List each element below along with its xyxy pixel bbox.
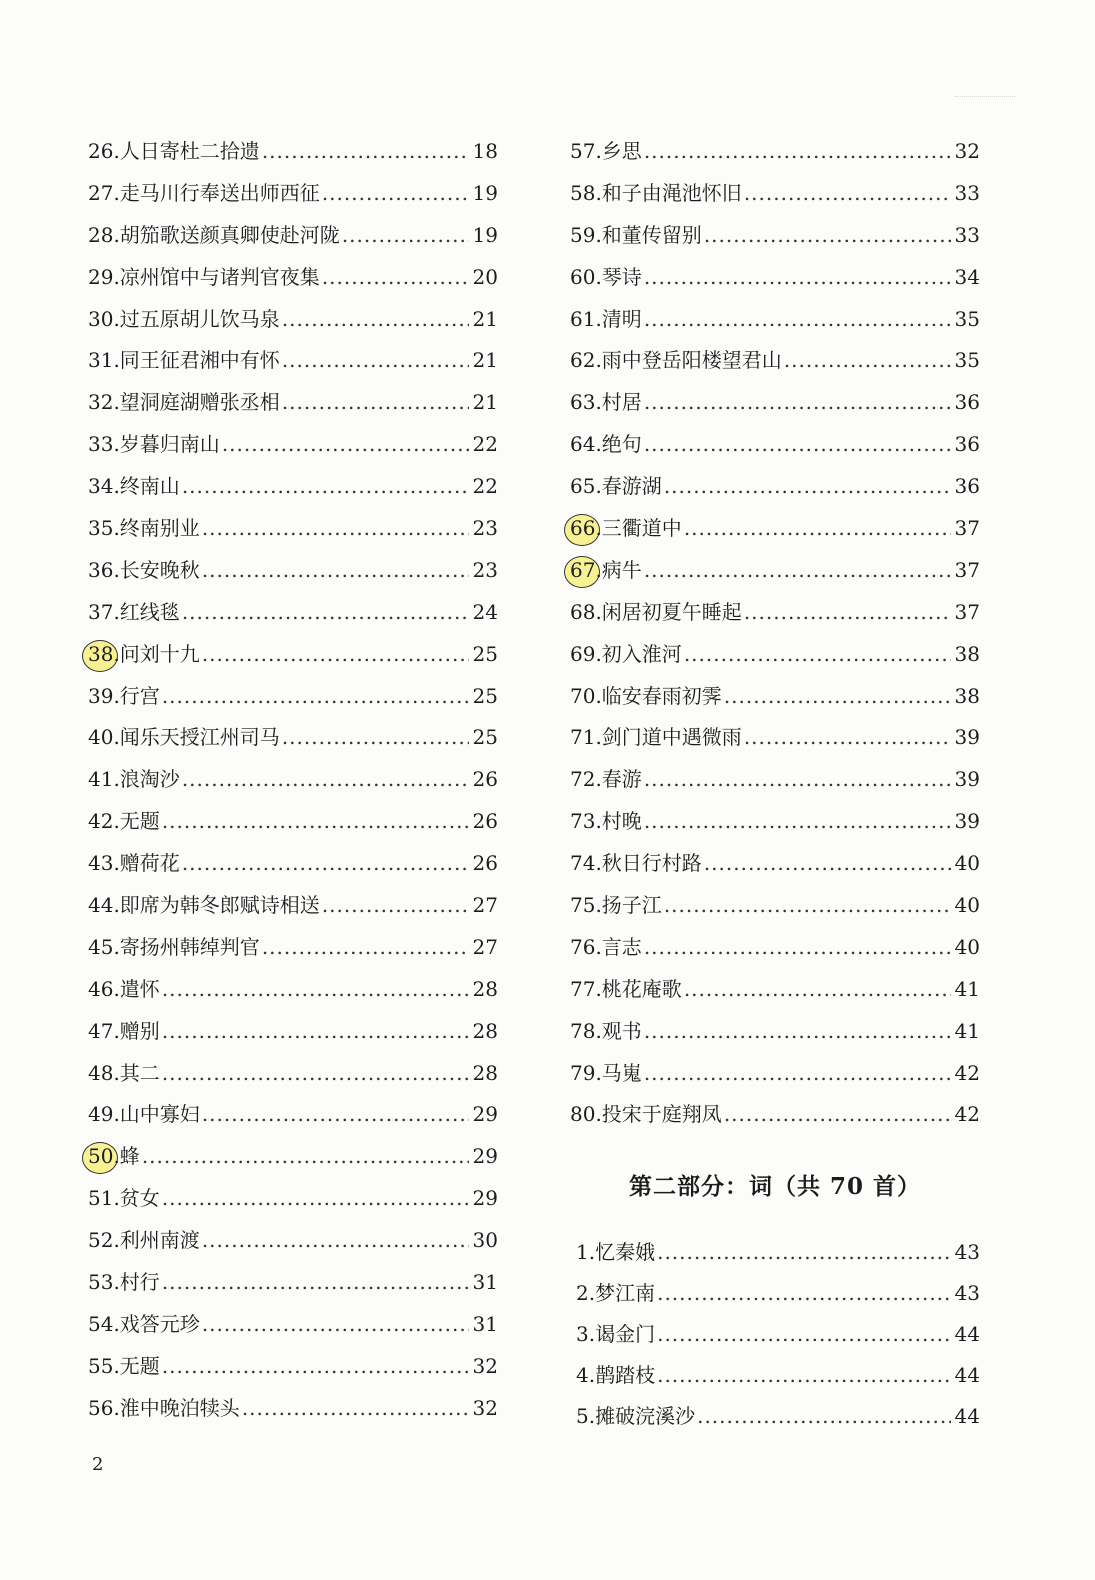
toc-entry-page: 32 — [472, 1395, 498, 1420]
dot-leader — [697, 1396, 950, 1437]
toc-entry — [570, 885, 980, 927]
page-number: 2 — [92, 1454, 104, 1475]
dot-leader — [202, 1220, 469, 1262]
dot-leader — [162, 1262, 469, 1304]
toc-entry-title: 63.村居 — [570, 390, 642, 415]
toc-entry-title: 46.遣怀 — [88, 976, 160, 1001]
toc-entry — [88, 1053, 498, 1095]
dot-leader — [202, 1094, 469, 1136]
toc-entry — [88, 131, 498, 173]
toc-entry — [88, 1178, 498, 1220]
dot-leader — [644, 424, 951, 466]
dot-leader — [262, 927, 469, 969]
dot-leader — [202, 1304, 469, 1346]
toc-entry-page: 32 — [472, 1353, 498, 1378]
toc-entry-title: 76.言志 — [570, 934, 642, 959]
dot-leader — [644, 759, 951, 801]
toc-entry-page: 26 — [472, 767, 498, 792]
toc-entry — [88, 969, 498, 1011]
toc-entry-title: 77.桃花庵歌 — [570, 976, 682, 1001]
dot-leader — [202, 550, 469, 592]
toc-entry-title: 69.初入淮河 — [570, 641, 682, 666]
toc-entry — [88, 257, 498, 299]
toc-entry — [570, 508, 980, 550]
toc-entry — [570, 257, 980, 299]
toc-entry — [570, 801, 980, 843]
dot-leader — [182, 466, 469, 508]
dot-leader — [202, 508, 469, 550]
toc-entry — [570, 1232, 980, 1273]
toc-entry — [88, 801, 498, 843]
toc-entry — [88, 1011, 498, 1053]
toc-entry — [570, 131, 980, 173]
toc-entry-title: 2.梦江南 — [576, 1281, 656, 1306]
toc-entry — [88, 1094, 498, 1136]
dot-leader — [704, 843, 951, 885]
toc-entry-title: 41.浪淘沙 — [88, 767, 180, 792]
toc-entry-page: 26 — [472, 851, 498, 876]
toc-entry — [570, 969, 980, 1011]
toc-entry-title: 67.病牛 — [570, 557, 642, 582]
toc-entry-title: 34.终南山 — [88, 474, 180, 499]
toc-entry-title: 55.无题 — [88, 1353, 160, 1378]
dot-leader — [744, 717, 951, 759]
toc-entry — [570, 634, 980, 676]
dot-leader — [162, 969, 469, 1011]
toc-entry-page: 44 — [954, 1403, 980, 1428]
toc-entry — [88, 508, 498, 550]
toc-entry-title: 74.秋日行村路 — [570, 851, 702, 876]
toc-entry-page: 38 — [954, 641, 980, 666]
toc-entry-page: 26 — [472, 809, 498, 834]
toc-entry — [88, 340, 498, 382]
toc-entry-title: 58.和子由渑池怀旧 — [570, 180, 742, 205]
toc-entry-title: 78.观书 — [570, 1018, 642, 1043]
toc-entry — [570, 717, 980, 759]
toc-left-column — [88, 131, 498, 1430]
toc-entry — [88, 676, 498, 718]
toc-entry — [88, 299, 498, 341]
dot-leader — [724, 1094, 951, 1136]
dot-leader — [182, 843, 469, 885]
toc-entry — [88, 634, 498, 676]
toc-entry — [570, 215, 980, 257]
toc-entry-title: 36.长安晚秋 — [88, 557, 200, 582]
toc-entry-page: 43 — [954, 1281, 980, 1306]
toc-entry-page: 34 — [954, 264, 980, 289]
toc-entry-page: 42 — [954, 1060, 980, 1085]
toc-entry-page: 35 — [954, 306, 980, 331]
toc-entry — [88, 1388, 498, 1430]
toc-entry — [88, 1304, 498, 1346]
toc-entry-page: 27 — [472, 893, 498, 918]
dot-leader — [162, 1053, 469, 1095]
toc-entry — [570, 550, 980, 592]
toc-entry — [570, 340, 980, 382]
toc-entry-page: 41 — [954, 976, 980, 1001]
toc-right-column — [570, 131, 980, 1436]
toc-entry — [88, 466, 498, 508]
toc-entry-page: 37 — [954, 557, 980, 582]
toc-entry — [88, 173, 498, 215]
dot-leader — [142, 1136, 469, 1178]
toc-entry — [570, 299, 980, 341]
toc-entry-page: 30 — [472, 1228, 498, 1253]
toc-entry-page: 23 — [472, 557, 498, 582]
toc-part2-entries — [570, 1232, 980, 1436]
toc-entry — [88, 550, 498, 592]
toc-entry-title: 71.剑门道中遇微雨 — [570, 725, 742, 750]
toc-entry — [570, 676, 980, 718]
dot-leader — [322, 885, 469, 927]
toc-entry-page: 37 — [954, 599, 980, 624]
toc-entry-page: 20 — [472, 264, 498, 289]
dot-leader — [644, 299, 951, 341]
toc-entry — [570, 1053, 980, 1095]
toc-entry-title: 79.马嵬 — [570, 1060, 642, 1085]
dot-leader — [282, 382, 469, 424]
toc-entry-page: 25 — [472, 725, 498, 750]
toc-right-entries — [570, 131, 980, 1136]
dot-leader — [242, 1388, 469, 1430]
toc-entry-title: 45.寄扬州韩绰判官 — [88, 934, 260, 959]
toc-entry-page: 22 — [472, 432, 498, 457]
toc-entry-title: 53.村行 — [88, 1270, 160, 1295]
toc-entry-page: 39 — [954, 809, 980, 834]
toc-entry-title: 65.春游湖 — [570, 474, 662, 499]
toc-entry — [570, 1011, 980, 1053]
toc-entry-title: 62.雨中登岳阳楼望君山 — [570, 348, 782, 373]
dot-leader — [182, 759, 469, 801]
toc-entry-title: 37.红线毯 — [88, 599, 180, 624]
toc-entry-title: 42.无题 — [88, 809, 160, 834]
toc-entry-title: 49.山中寡妇 — [88, 1102, 200, 1127]
toc-entry-title: 40.闻乐天授江州司马 — [88, 725, 280, 750]
toc-entry-page: 44 — [954, 1362, 980, 1387]
toc-entry — [88, 759, 498, 801]
toc-entry-page: 35 — [954, 348, 980, 373]
dot-leader — [684, 508, 951, 550]
toc-entry — [570, 1094, 980, 1136]
toc-entry-page: 33 — [954, 222, 980, 247]
toc-entry-title: 47.赠别 — [88, 1018, 160, 1043]
toc-entry — [570, 843, 980, 885]
dot-leader — [644, 550, 951, 592]
dot-leader — [744, 173, 951, 215]
toc-entry-title: 38.问刘十九 — [88, 641, 200, 666]
dot-leader — [644, 1053, 951, 1095]
toc-entry-title: 51.贫女 — [88, 1186, 160, 1211]
dot-leader — [724, 676, 951, 718]
toc-entry-title: 50.蜂 — [88, 1144, 140, 1169]
toc-entry-title: 30.过五原胡儿饮马泉 — [88, 306, 280, 331]
toc-entry — [88, 927, 498, 969]
toc-entry — [570, 173, 980, 215]
toc-entry-page: 29 — [472, 1144, 498, 1169]
scan-mark — [955, 96, 1015, 111]
toc-entry-page: 33 — [954, 180, 980, 205]
toc-entry — [88, 424, 498, 466]
toc-entry — [570, 466, 980, 508]
toc-entry-page: 22 — [472, 474, 498, 499]
toc-entry — [570, 382, 980, 424]
toc-entry-page: 19 — [472, 222, 498, 247]
toc-entry-title: 60.琴诗 — [570, 264, 642, 289]
dot-leader — [644, 131, 951, 173]
dot-leader — [644, 1011, 951, 1053]
dot-leader — [684, 969, 951, 1011]
toc-entry-page: 36 — [954, 474, 980, 499]
dot-leader — [282, 299, 469, 341]
toc-entry-title: 52.利州南渡 — [88, 1228, 200, 1253]
toc-entry — [570, 1314, 980, 1355]
dot-leader — [657, 1232, 950, 1273]
dot-leader — [282, 340, 469, 382]
dot-leader — [222, 424, 469, 466]
toc-entry — [88, 382, 498, 424]
toc-entry-page: 21 — [472, 306, 498, 331]
toc-entry-title: 43.赠荷花 — [88, 851, 180, 876]
toc-entry-title: 5.摊破浣溪沙 — [576, 1403, 696, 1428]
toc-entry-title: 27.走马川行奉送出师西征 — [88, 180, 320, 205]
toc-entry-page: 32 — [954, 139, 980, 163]
toc-entry-page: 40 — [954, 934, 980, 959]
toc-entry-title: 73.村晚 — [570, 809, 642, 834]
toc-entry — [570, 1355, 980, 1396]
dot-leader — [182, 592, 469, 634]
toc-entry-title: 33.岁暮归南山 — [88, 432, 220, 457]
toc-entry-title: 68.闲居初夏午睡起 — [570, 599, 742, 624]
toc-entry-title: 28.胡笳歌送颜真卿使赴河陇 — [88, 222, 340, 247]
toc-entry-title: 66.三衢道中 — [570, 516, 682, 541]
toc-entry-title: 59.和董传留别 — [570, 222, 702, 247]
dot-leader — [744, 592, 951, 634]
toc-entry-page: 39 — [954, 767, 980, 792]
toc-entry-page: 40 — [954, 893, 980, 918]
toc-entry-page: 39 — [954, 725, 980, 750]
toc-entry — [88, 885, 498, 927]
toc-entry-title: 70.临安春雨初霁 — [570, 683, 722, 708]
toc-entry-page: 41 — [954, 1018, 980, 1043]
dot-leader — [664, 466, 951, 508]
toc-entry — [570, 1396, 980, 1437]
toc-entry-page: 29 — [472, 1102, 498, 1127]
toc-entry-page: 25 — [472, 641, 498, 666]
toc-entry-title: 32.望洞庭湖赠张丞相 — [88, 390, 280, 415]
toc-entry — [88, 1262, 498, 1304]
toc-entry — [570, 927, 980, 969]
toc-entry-page: 23 — [472, 516, 498, 541]
toc-entry-page: 27 — [472, 934, 498, 959]
toc-entry-title: 29.凉州馆中与诸判官夜集 — [88, 264, 320, 289]
dot-leader — [784, 340, 951, 382]
toc-entry-page: 28 — [472, 1018, 498, 1043]
toc-entry — [88, 215, 498, 257]
toc-entry-page: 18 — [472, 139, 498, 163]
dot-leader — [342, 215, 469, 257]
toc-entry-title: 61.清明 — [570, 306, 642, 331]
dot-leader — [644, 257, 951, 299]
toc-entry-title: 57.乡思 — [570, 139, 642, 163]
dot-leader — [684, 634, 951, 676]
toc-entry-title: 54.戏答元珍 — [88, 1311, 200, 1336]
toc-entry-title: 44.即席为韩冬郎赋诗相送 — [88, 893, 320, 918]
toc-entry-page: 21 — [472, 390, 498, 415]
dot-leader — [657, 1273, 950, 1314]
toc-entry-page: 40 — [954, 851, 980, 876]
dot-leader — [202, 634, 469, 676]
toc-entry-page: 42 — [954, 1102, 980, 1127]
dot-leader — [262, 131, 469, 173]
toc-entry-title: 48.其二 — [88, 1060, 160, 1085]
toc-entry-page: 28 — [472, 976, 498, 1001]
dot-leader — [644, 927, 951, 969]
toc-entry-page: 36 — [954, 432, 980, 457]
toc-entry-page: 43 — [954, 1240, 980, 1265]
toc-entry — [88, 592, 498, 634]
section-heading: 第二部分：词（共 70 首） — [628, 1173, 922, 1201]
dot-leader — [322, 257, 469, 299]
toc-entry-page: 31 — [472, 1311, 498, 1336]
dot-leader — [644, 382, 951, 424]
toc-entry-page: 29 — [472, 1186, 498, 1211]
toc-entry-title: 35.终南别业 — [88, 516, 200, 541]
dot-leader — [282, 717, 469, 759]
dot-leader — [704, 215, 951, 257]
toc-entry-title: 80.投宋于庭翔凤 — [570, 1102, 722, 1127]
toc-entry — [88, 1136, 498, 1178]
toc-entry-title: 75.扬子江 — [570, 893, 662, 918]
toc-entry — [88, 843, 498, 885]
dot-leader — [162, 1346, 469, 1388]
toc-entry — [88, 1346, 498, 1388]
toc-entry-title: 56.淮中晚泊犊头 — [88, 1395, 240, 1420]
toc-entry-page: 31 — [472, 1270, 498, 1295]
toc-entry-title: 4.鹊踏枝 — [576, 1362, 656, 1387]
toc-entry-title: 1.忆秦娥 — [576, 1240, 656, 1265]
toc-entry-page: 28 — [472, 1060, 498, 1085]
toc-entry-title: 72.春游 — [570, 767, 642, 792]
toc-entry-page: 21 — [472, 348, 498, 373]
toc-entry-page: 37 — [954, 516, 980, 541]
toc-entry-title: 26.人日寄杜二拾遗 — [88, 139, 260, 163]
toc-entry — [570, 592, 980, 634]
dot-leader — [162, 1178, 469, 1220]
dot-leader — [657, 1355, 950, 1396]
dot-leader — [322, 173, 469, 215]
toc-entry — [570, 1273, 980, 1314]
toc-entry-page: 44 — [954, 1321, 980, 1346]
toc-entry-title: 39.行宫 — [88, 683, 160, 708]
toc-entry — [570, 424, 980, 466]
toc-entry-title: 3.谒金门 — [576, 1321, 656, 1346]
toc-entry-page: 25 — [472, 683, 498, 708]
toc-entry — [88, 1220, 498, 1262]
toc-entry-title: 31.同王征君湘中有怀 — [88, 348, 280, 373]
toc-entry-page: 36 — [954, 390, 980, 415]
dot-leader — [664, 885, 951, 927]
dot-leader — [657, 1314, 950, 1355]
dot-leader — [162, 1011, 469, 1053]
toc-entry — [88, 717, 498, 759]
dot-leader — [644, 801, 951, 843]
dot-leader — [162, 676, 469, 718]
toc-entry-page: 38 — [954, 683, 980, 708]
toc-entry-title: 64.绝句 — [570, 432, 642, 457]
toc-entry-page: 24 — [472, 599, 498, 624]
toc-entry-page: 19 — [472, 180, 498, 205]
dot-leader — [162, 801, 469, 843]
toc-entry — [570, 759, 980, 801]
